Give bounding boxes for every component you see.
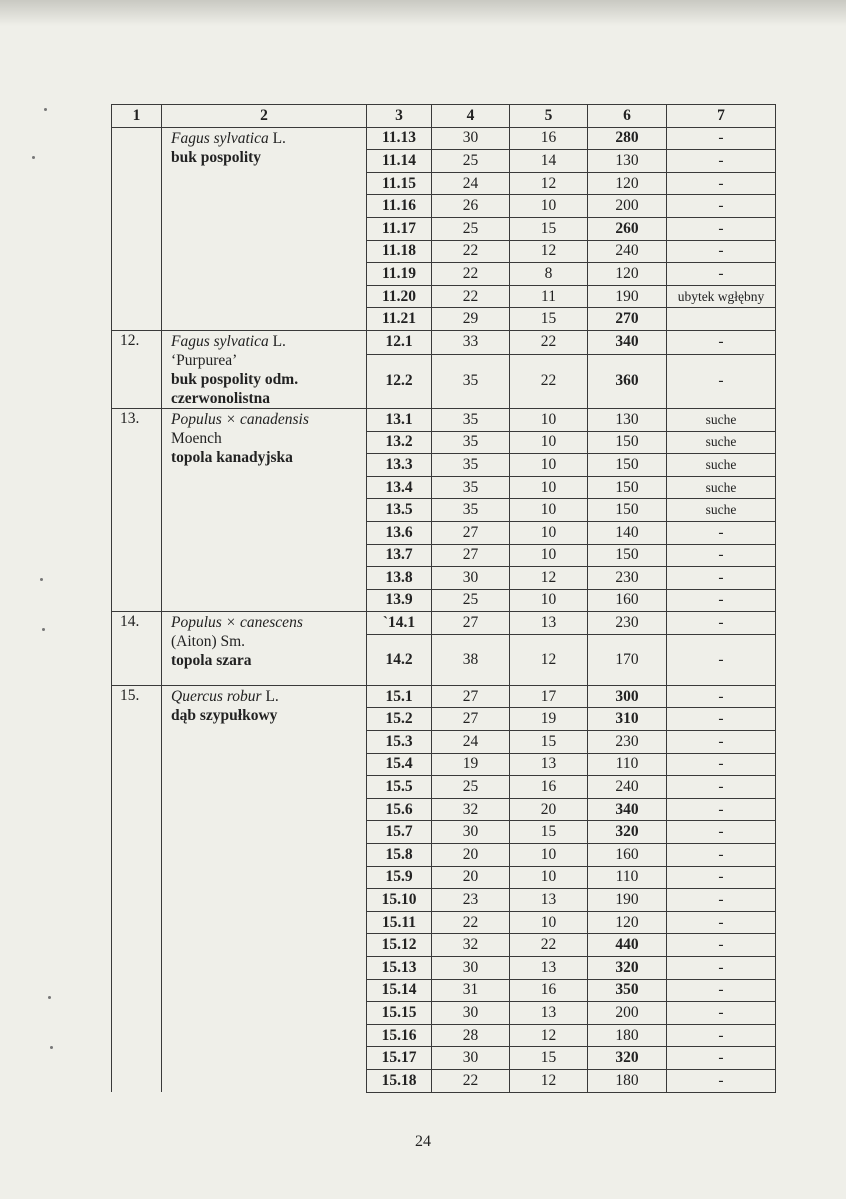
value-col-6: 340 — [588, 330, 667, 354]
value-col-4: 27 — [432, 544, 510, 567]
value-col-4: 38 — [432, 634, 510, 685]
value-col-5: 10 — [510, 454, 588, 477]
tree-id-cell: 11.19 — [367, 263, 432, 286]
species-cultivar-or-author: (Aiton) Sm. — [171, 633, 246, 651]
tree-id-cell: 11.20 — [367, 285, 432, 308]
tree-id-cell: 15.16 — [367, 1024, 432, 1047]
tree-id-cell: 11.16 — [367, 195, 432, 218]
table-row — [112, 612, 776, 635]
tree-id-cell: 13.4 — [367, 476, 432, 499]
table-row — [112, 685, 776, 708]
value-col-5: 15 — [510, 308, 588, 331]
species-polish-name: buk pospolity odm. — [171, 370, 299, 388]
value-col-6: 190 — [588, 889, 667, 912]
scan-speck — [42, 628, 45, 631]
value-col-6: 150 — [588, 499, 667, 522]
species-latin-line — [171, 129, 366, 148]
remarks-cell: - — [667, 127, 776, 150]
value-col-4: 22 — [432, 263, 510, 286]
value-col-4: 31 — [432, 979, 510, 1002]
remarks-cell: ubytek wgłębny — [667, 285, 776, 308]
remarks-cell: - — [667, 612, 776, 635]
remarks-cell: - — [667, 979, 776, 1002]
remarks-cell: - — [667, 866, 776, 889]
remarks-cell: - — [667, 195, 776, 218]
value-col-6: 320 — [588, 1047, 667, 1070]
scan-speck — [48, 996, 51, 999]
value-col-4: 30 — [432, 1002, 510, 1025]
table-row — [112, 330, 776, 354]
value-col-5: 17 — [510, 685, 588, 708]
value-col-6: 320 — [588, 957, 667, 980]
remarks-cell: - — [667, 776, 776, 799]
value-col-5: 12 — [510, 172, 588, 195]
value-col-4: 25 — [432, 217, 510, 240]
tree-id-cell: 13.1 — [367, 408, 432, 431]
value-col-5: 22 — [510, 934, 588, 957]
value-col-5: 13 — [510, 753, 588, 776]
value-col-5: 10 — [510, 544, 588, 567]
value-col-4: 35 — [432, 476, 510, 499]
remarks-cell — [667, 308, 776, 331]
scan-speck — [32, 156, 35, 159]
species-polish-name: buk pospolity — [171, 148, 262, 166]
remarks-cell: - — [667, 957, 776, 980]
species-latin-line — [171, 332, 366, 351]
species-polish-name: czerwonolistna — [171, 389, 271, 407]
value-col-5: 10 — [510, 521, 588, 544]
value-col-6: 150 — [588, 476, 667, 499]
value-col-6: 350 — [588, 979, 667, 1002]
value-col-4: 27 — [432, 685, 510, 708]
tree-id-cell: 13.7 — [367, 544, 432, 567]
value-col-6: 120 — [588, 263, 667, 286]
species-latin-line — [171, 410, 366, 429]
value-col-4: 35 — [432, 431, 510, 454]
value-col-5: 10 — [510, 431, 588, 454]
value-col-4: 22 — [432, 240, 510, 263]
remarks-cell: suche — [667, 476, 776, 499]
tree-id-cell: 13.6 — [367, 521, 432, 544]
value-col-5: 19 — [510, 708, 588, 731]
value-col-6: 150 — [588, 431, 667, 454]
value-col-6: 230 — [588, 731, 667, 754]
value-col-6: 150 — [588, 454, 667, 477]
value-col-5: 10 — [510, 844, 588, 867]
value-col-6: 180 — [588, 1069, 667, 1092]
remarks-cell: suche — [667, 431, 776, 454]
tree-id-cell: 15.14 — [367, 979, 432, 1002]
value-col-4: 35 — [432, 454, 510, 477]
tree-id-cell: 15.8 — [367, 844, 432, 867]
value-col-5: 15 — [510, 731, 588, 754]
value-col-6: 240 — [588, 776, 667, 799]
remarks-cell: - — [667, 934, 776, 957]
remarks-cell: - — [667, 911, 776, 934]
species-author: L. — [261, 687, 279, 705]
remarks-cell: - — [667, 217, 776, 240]
value-col-4: 29 — [432, 308, 510, 331]
value-col-5: 13 — [510, 1002, 588, 1025]
value-col-6: 260 — [588, 217, 667, 240]
header-col-1: 1 — [112, 105, 162, 128]
tree-id-cell: 11.14 — [367, 150, 432, 173]
value-col-5: 16 — [510, 979, 588, 1002]
remarks-cell: - — [667, 1002, 776, 1025]
tree-id-cell: 15.4 — [367, 753, 432, 776]
tree-id-cell: 15.17 — [367, 1047, 432, 1070]
value-col-4: 27 — [432, 708, 510, 731]
header-col-3: 3 — [367, 105, 432, 128]
value-col-6: 110 — [588, 753, 667, 776]
remarks-cell: - — [667, 1069, 776, 1092]
tree-id-cell: 11.15 — [367, 172, 432, 195]
remarks-cell: - — [667, 798, 776, 821]
value-col-4: 19 — [432, 753, 510, 776]
value-col-4: 28 — [432, 1024, 510, 1047]
species-cultivar-or-author: Moench — [171, 429, 222, 447]
value-col-4: 35 — [432, 499, 510, 522]
remarks-cell: - — [667, 1024, 776, 1047]
value-col-4: 20 — [432, 844, 510, 867]
value-col-5: 16 — [510, 127, 588, 150]
value-col-5: 12 — [510, 567, 588, 590]
value-col-4: 35 — [432, 408, 510, 431]
species-polish-name: dąb szypułkowy — [171, 706, 278, 724]
remarks-cell: - — [667, 844, 776, 867]
remarks-cell: - — [667, 589, 776, 612]
value-col-5: 10 — [510, 911, 588, 934]
value-col-4: 30 — [432, 567, 510, 590]
tree-id-cell: 11.17 — [367, 217, 432, 240]
tree-id-cell: 13.5 — [367, 499, 432, 522]
value-col-6: 440 — [588, 934, 667, 957]
value-col-6: 360 — [588, 354, 667, 408]
scan-top-edge — [0, 0, 846, 26]
value-col-6: 340 — [588, 798, 667, 821]
remarks-cell: - — [667, 889, 776, 912]
value-col-6: 230 — [588, 612, 667, 635]
value-col-4: 35 — [432, 354, 510, 408]
value-col-4: 32 — [432, 934, 510, 957]
value-col-5: 22 — [510, 330, 588, 354]
table-row — [112, 408, 776, 431]
value-col-4: 32 — [432, 798, 510, 821]
scan-speck — [50, 1046, 53, 1049]
remarks-cell: - — [667, 634, 776, 685]
species-polish-name: topola kanadyjska — [171, 448, 293, 466]
remarks-cell: - — [667, 567, 776, 590]
value-col-5: 12 — [510, 240, 588, 263]
value-col-5: 13 — [510, 889, 588, 912]
remarks-cell: - — [667, 330, 776, 354]
value-col-6: 200 — [588, 1002, 667, 1025]
value-col-6: 200 — [588, 195, 667, 218]
header-col-6: 6 — [588, 105, 667, 128]
species-number: 15. — [112, 685, 162, 1092]
value-col-5: 10 — [510, 499, 588, 522]
remarks-cell: - — [667, 731, 776, 754]
species-latin-line — [171, 613, 366, 632]
species-latin-line — [171, 687, 366, 706]
tree-id-cell: 15.6 — [367, 798, 432, 821]
species-number: 12. — [112, 330, 162, 408]
species-cultivar-or-author: ‘Purpurea’ — [171, 351, 238, 369]
value-col-4: 33 — [432, 330, 510, 354]
value-col-5: 12 — [510, 1069, 588, 1092]
value-col-6: 320 — [588, 821, 667, 844]
tree-id-cell: 15.10 — [367, 889, 432, 912]
remarks-cell: - — [667, 685, 776, 708]
remarks-cell: - — [667, 544, 776, 567]
remarks-cell: - — [667, 150, 776, 173]
species-polish-name: topola szara — [171, 652, 252, 670]
value-col-6: 280 — [588, 127, 667, 150]
value-col-6: 160 — [588, 844, 667, 867]
header-col-5: 5 — [510, 105, 588, 128]
species-latin-name: Populus × canescens — [171, 614, 303, 632]
tree-id-cell: 13.2 — [367, 431, 432, 454]
value-col-5: 10 — [510, 589, 588, 612]
value-col-5: 12 — [510, 1024, 588, 1047]
value-col-5: 22 — [510, 354, 588, 408]
species-author: L. — [268, 332, 286, 350]
value-col-5: 8 — [510, 263, 588, 286]
remarks-cell: - — [667, 263, 776, 286]
value-col-6: 270 — [588, 308, 667, 331]
remarks-cell: - — [667, 1047, 776, 1070]
remarks-cell: - — [667, 354, 776, 408]
tree-id-cell: 12.1 — [367, 330, 432, 354]
value-col-4: 20 — [432, 866, 510, 889]
species-number — [112, 127, 162, 330]
tree-id-cell: 15.12 — [367, 934, 432, 957]
value-col-4: 24 — [432, 731, 510, 754]
tree-id-cell: 15.13 — [367, 957, 432, 980]
value-col-5: 20 — [510, 798, 588, 821]
species-latin-name: Quercus robur — [171, 687, 262, 705]
tree-id-cell: 15.9 — [367, 866, 432, 889]
value-col-6: 150 — [588, 544, 667, 567]
value-col-4: 30 — [432, 1047, 510, 1070]
value-col-5: 13 — [510, 612, 588, 635]
value-col-6: 130 — [588, 150, 667, 173]
tree-id-cell: 15.7 — [367, 821, 432, 844]
value-col-5: 15 — [510, 821, 588, 844]
value-col-6: 240 — [588, 240, 667, 263]
remarks-cell: - — [667, 821, 776, 844]
header-col-7: 7 — [667, 105, 776, 128]
tree-id-cell: 13.9 — [367, 589, 432, 612]
tree-id-cell: 15.1 — [367, 685, 432, 708]
remarks-cell: - — [667, 521, 776, 544]
tree-id-cell: 15.3 — [367, 731, 432, 754]
species-name-cell — [162, 685, 367, 1092]
value-col-4: 25 — [432, 776, 510, 799]
remarks-cell: - — [667, 708, 776, 731]
value-col-6: 130 — [588, 408, 667, 431]
value-col-5: 11 — [510, 285, 588, 308]
tree-id-cell: 15.18 — [367, 1069, 432, 1092]
species-name-cell — [162, 127, 367, 330]
scan-speck — [44, 108, 47, 111]
value-col-4: 30 — [432, 127, 510, 150]
value-col-5: 10 — [510, 476, 588, 499]
remarks-cell: - — [667, 172, 776, 195]
table-body — [112, 127, 776, 1092]
tree-id-cell: `14.1 — [367, 612, 432, 635]
species-number: 14. — [112, 612, 162, 686]
value-col-5: 16 — [510, 776, 588, 799]
value-col-6: 140 — [588, 521, 667, 544]
value-col-5: 15 — [510, 217, 588, 240]
tree-id-cell: 15.2 — [367, 708, 432, 731]
header-row — [112, 105, 776, 128]
value-col-5: 12 — [510, 634, 588, 685]
species-latin-name: Fagus sylvatica — [171, 129, 269, 147]
value-col-4: 22 — [432, 1069, 510, 1092]
value-col-6: 300 — [588, 685, 667, 708]
value-col-4: 25 — [432, 589, 510, 612]
value-col-4: 25 — [432, 150, 510, 173]
species-name-cell — [162, 330, 367, 408]
species-latin-name: Fagus sylvatica — [171, 332, 269, 350]
remarks-cell: - — [667, 240, 776, 263]
page-number: 24 — [415, 1133, 431, 1150]
table-row — [112, 127, 776, 150]
value-col-4: 26 — [432, 195, 510, 218]
value-col-4: 22 — [432, 285, 510, 308]
remarks-cell: - — [667, 753, 776, 776]
value-col-5: 10 — [510, 195, 588, 218]
species-number: 13. — [112, 408, 162, 611]
value-col-4: 24 — [432, 172, 510, 195]
value-col-6: 190 — [588, 285, 667, 308]
value-col-6: 230 — [588, 567, 667, 590]
tree-id-cell: 13.8 — [367, 567, 432, 590]
value-col-6: 310 — [588, 708, 667, 731]
value-col-6: 170 — [588, 634, 667, 685]
value-col-6: 160 — [588, 589, 667, 612]
tree-id-cell: 11.18 — [367, 240, 432, 263]
tree-id-cell: 14.2 — [367, 634, 432, 685]
tree-id-cell: 15.5 — [367, 776, 432, 799]
remarks-cell: suche — [667, 408, 776, 431]
value-col-5: 10 — [510, 408, 588, 431]
value-col-5: 15 — [510, 1047, 588, 1070]
value-col-4: 30 — [432, 957, 510, 980]
value-col-6: 120 — [588, 172, 667, 195]
species-name-cell — [162, 408, 367, 611]
value-col-4: 22 — [432, 911, 510, 934]
remarks-cell: suche — [667, 454, 776, 477]
tree-id-cell: 15.15 — [367, 1002, 432, 1025]
header-col-2: 2 — [162, 105, 367, 128]
tree-id-cell: 11.21 — [367, 308, 432, 331]
tree-id-cell: 12.2 — [367, 354, 432, 408]
species-author: L. — [268, 129, 286, 147]
value-col-6: 110 — [588, 866, 667, 889]
tree-id-cell: 15.11 — [367, 911, 432, 934]
value-col-5: 10 — [510, 866, 588, 889]
value-col-5: 13 — [510, 957, 588, 980]
value-col-4: 23 — [432, 889, 510, 912]
value-col-5: 14 — [510, 150, 588, 173]
remarks-cell: suche — [667, 499, 776, 522]
scan-speck — [40, 578, 43, 581]
tree-id-cell: 11.13 — [367, 127, 432, 150]
value-col-4: 27 — [432, 521, 510, 544]
value-col-6: 180 — [588, 1024, 667, 1047]
value-col-4: 27 — [432, 612, 510, 635]
value-col-6: 120 — [588, 911, 667, 934]
tree-id-cell: 13.3 — [367, 454, 432, 477]
species-name-cell — [162, 612, 367, 686]
species-latin-name: Populus × canadensis — [171, 410, 309, 428]
tree-measurements-table — [111, 104, 776, 1093]
header-col-4: 4 — [432, 105, 510, 128]
value-col-4: 30 — [432, 821, 510, 844]
